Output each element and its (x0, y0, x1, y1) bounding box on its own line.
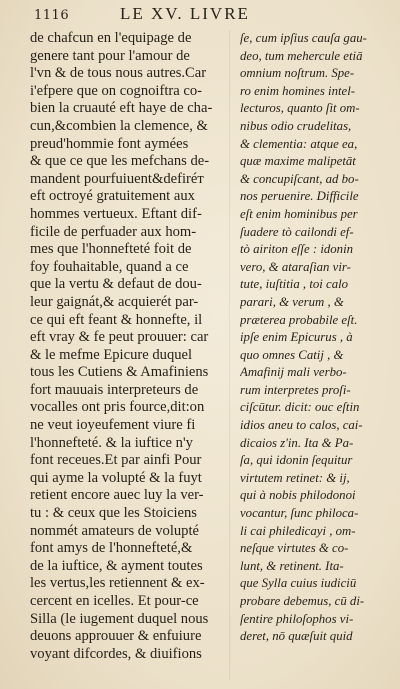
latin-text-line: tò airiton eſſe : idonin (240, 242, 354, 257)
french-text-line: font amys de l'honnefteté,& (30, 540, 193, 557)
latin-text-line: deret, nō quæſuit quid (240, 629, 353, 644)
page-number: 1116 (34, 8, 70, 23)
french-text-line: fort mauuais interpreteurs de (30, 381, 199, 398)
latin-column (240, 30, 390, 646)
french-text-line: de la iuftice, & ayment toutes (30, 557, 203, 574)
french-column (30, 30, 222, 663)
latin-text-line: vocantur, ſunc philoca- (240, 506, 359, 521)
french-text-line: font receues.Et par ainfi Pour (30, 452, 202, 469)
column-gutter (229, 30, 230, 680)
french-text-line: preud'hommie font aymées (30, 135, 189, 152)
french-text-line: ficile de perfuader aux hom- (30, 223, 197, 240)
book-title: LE XV. LIVRE (120, 4, 250, 23)
french-text-line: tu : & ceux que les Stoiciens (30, 505, 197, 522)
french-text-line: i'efpere que on cognoiftra co- (30, 82, 202, 99)
latin-text-line: ſuadere tò cailondi ef- (240, 224, 354, 239)
latin-text-line: vero, & ataraſian vir- (240, 259, 351, 274)
french-text-line: deuons approuuer & enfuiure (30, 628, 202, 645)
latin-text-line: deo, tum mehercule etiā (240, 48, 363, 63)
french-text-line: tous les Cutiens & Amafiniens (30, 364, 209, 381)
latin-text-line: ciſcūtur. dicit: ouc eſtin (240, 400, 360, 415)
french-text-line: retient encore auec luy la ver- (30, 487, 204, 504)
french-text-line: l'vn & de tous nous autres.Car (30, 65, 207, 82)
french-text-line: les vertus,les retiennent & ex- (30, 575, 205, 592)
french-text-line: & le mefme Epicure duquel (30, 346, 193, 363)
french-text-line: Silla (le iugement duquel nous (30, 610, 209, 627)
french-text-line: que la vertu & defaut de dou- (30, 276, 202, 293)
french-text-line: foy fouhaitable, quand a ce (30, 258, 189, 275)
latin-text-line: parari, & verum , & (240, 294, 344, 309)
latin-text-line: idios aneu to calos, cai- (240, 418, 363, 433)
latin-text-line: & clementia: atque ea, (240, 136, 358, 151)
french-text-line: ce qui eft feant & honnefte, il (30, 311, 203, 328)
running-head (0, 0, 400, 30)
french-text-line: cun,&combien la clemence, & (30, 117, 208, 134)
french-text-line: nommét amateurs de volupté (30, 522, 199, 539)
french-text-line: eft octroyé gratuitement aux (30, 188, 195, 205)
french-text-line: voyant difcordes, & diuifions (30, 645, 202, 662)
latin-text-line: præterea probabile eſt. (240, 312, 358, 327)
latin-text-line: qui à nobis philodonoi (240, 488, 356, 503)
latin-text-line: probare debemus, cū di- (240, 594, 365, 608)
latin-text-line: ſe, cum ipſius cauſa gau- (240, 31, 367, 45)
latin-text-line: neſque virtutes & co- (240, 541, 349, 556)
french-text-line: qui ayme la volupté & la fuyt (30, 469, 202, 486)
french-text-line: ne veut ioyeufement viure fi (30, 417, 196, 434)
latin-text-line: nos peruenire. Difficile (240, 189, 359, 204)
french-text-line: & que ce que les mefchans de- (30, 153, 210, 170)
latin-text-line: rum interpretes proſi- (240, 382, 351, 397)
french-text-line: leur gaignát,& acquierét par- (30, 293, 199, 310)
latin-text-line: ro enim homines intel- (240, 83, 356, 98)
french-text-line: eft vray & fe peut prouuer: car (30, 329, 209, 346)
latin-text-line: dicaios z'in. Ita & Pa- (240, 435, 354, 450)
latin-text-line: li cai philedicayi , om- (240, 523, 356, 538)
latin-text-line: eſt enim hominibus per (240, 206, 358, 221)
latin-text-line: ipſe enim Epicurus , à (240, 330, 353, 345)
latin-text-line: quæ maxime malipetāt (240, 154, 356, 169)
latin-text-line: tute, iuſtitia , toi calo (240, 277, 349, 292)
french-text-line: mes que l'honnefteté foit de (30, 241, 192, 258)
french-text-line: mandent pourfuiuent&defiréт (30, 170, 204, 187)
latin-text-line: lunt, & retinent. Ita- (240, 558, 344, 573)
french-text-line: vocalles ont pris fource,dit:on (30, 399, 205, 416)
french-text-line: bien la cruauté eft haye de cha- (30, 100, 213, 117)
french-text-line: genere tant pour l'amour de (30, 47, 190, 64)
french-text-line: de chafcun en l'equipage de (30, 30, 192, 46)
latin-text-line: lecturos, quanto ſit om- (240, 101, 360, 116)
french-text-line: hommes vertueux. Eftant dif- (30, 205, 202, 222)
french-text-line: cercent en icelles. Et pour-ce (30, 593, 199, 609)
latin-text-line: Amafinij mali verbo- (240, 365, 347, 380)
latin-text-line: omnium noſtrum. Spe- (240, 66, 355, 81)
latin-text-line: nibus odio crudelitas, (240, 118, 352, 133)
latin-text-line: ſa, qui idonin ſequitur (240, 453, 353, 468)
latin-text-line: & concupiſcant, ad bo- (240, 171, 359, 186)
latin-text-line: quo omnes Catij , & (240, 347, 344, 362)
latin-text-line: ſentire philoſophos vi- (240, 611, 354, 626)
latin-text-line: que Sylla cuius iudiciū (240, 576, 357, 591)
french-text-line: l'honnefteté. & la iuftice n'y (30, 434, 193, 451)
latin-text-line: virtutem retinet: & ij, (240, 470, 350, 485)
